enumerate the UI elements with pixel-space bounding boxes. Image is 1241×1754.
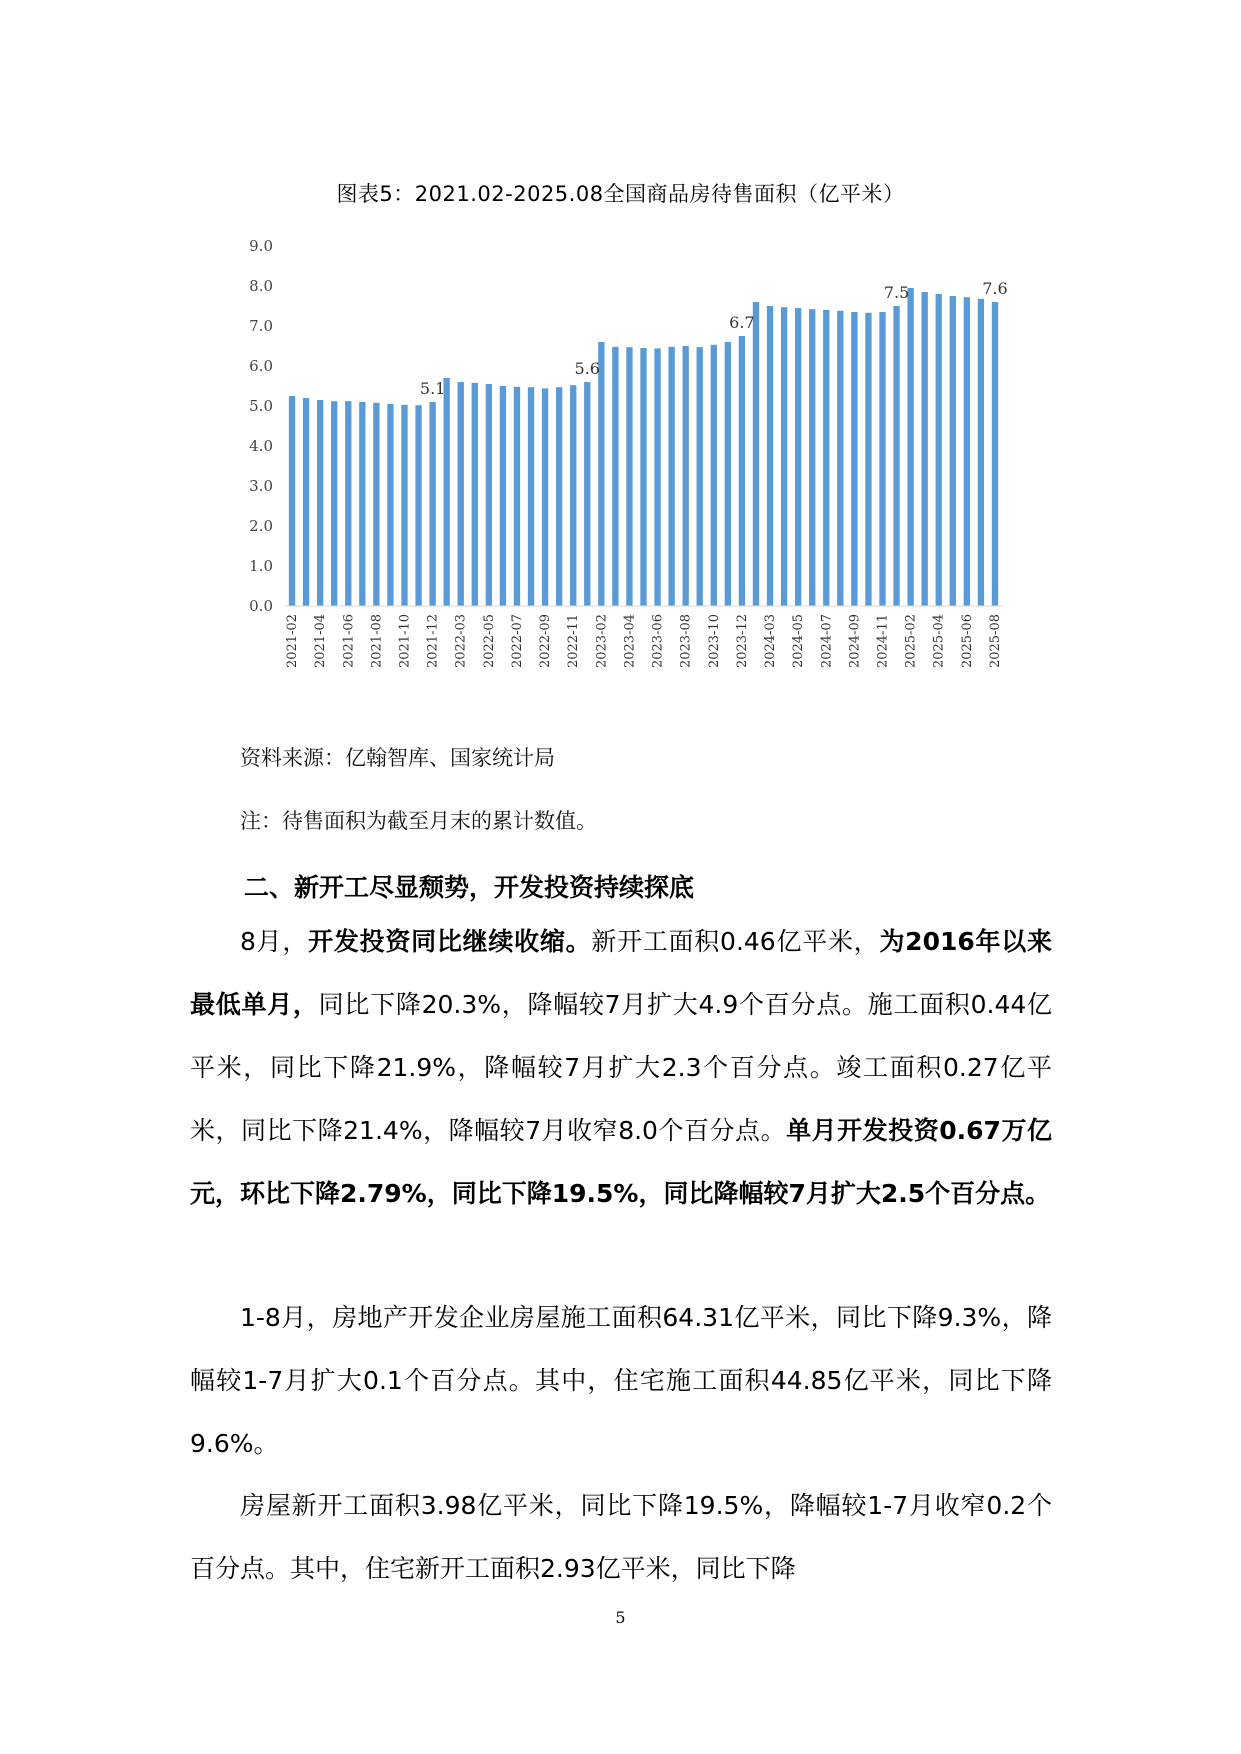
para1-bold-1: 开发投资同比继续收缩。 xyxy=(308,927,592,956)
para1-text-1: 8月， xyxy=(240,927,309,956)
paragraph-3 xyxy=(190,1474,1052,1600)
x-tick-label: 2023-06 xyxy=(650,614,666,669)
bar xyxy=(570,385,576,606)
x-tick-label: 2021-12 xyxy=(425,614,441,669)
bar xyxy=(640,348,646,606)
bar xyxy=(893,306,899,606)
bar xyxy=(851,312,857,606)
bar xyxy=(626,347,632,606)
data-label: 7.5 xyxy=(883,283,910,302)
x-tick-label: 2023-08 xyxy=(678,614,694,669)
bar xyxy=(879,312,885,606)
x-tick-label: 2023-12 xyxy=(734,614,750,669)
bar xyxy=(514,387,520,606)
bar xyxy=(359,402,365,606)
bar xyxy=(373,403,379,606)
para3-text: 房屋新开工面积3.98亿平米，同比下降19.5%，降幅较1-7月收窄0.2个百分点。其中，住宅新开工面积2.93亿平米，同比下降 xyxy=(190,1491,1052,1583)
data-label: 5.6 xyxy=(574,359,600,378)
bar xyxy=(950,296,956,606)
bar xyxy=(922,292,928,606)
bar xyxy=(472,383,478,606)
x-tick-label: 2025-04 xyxy=(931,614,947,669)
bar xyxy=(907,288,913,606)
bar xyxy=(992,302,998,606)
bar xyxy=(429,402,435,606)
bar xyxy=(584,382,590,606)
x-tick-label: 2021-04 xyxy=(313,614,329,669)
bar xyxy=(556,387,562,606)
y-tick-label: 3.0 xyxy=(249,477,273,495)
bar xyxy=(486,384,492,606)
figure-title: 图表5：2021.02-2025.08全国商品房待售面积（亿平米） xyxy=(336,182,905,206)
x-tick-label: 2023-04 xyxy=(622,614,638,669)
bar xyxy=(683,346,689,606)
x-tick-label: 2025-06 xyxy=(959,614,975,669)
x-tick-label: 2022-03 xyxy=(453,614,469,669)
page-number: 5 xyxy=(615,1608,626,1627)
x-tick-label: 2023-02 xyxy=(594,614,610,669)
bar xyxy=(809,309,815,606)
bar xyxy=(500,386,506,606)
bar xyxy=(528,387,534,606)
bar xyxy=(823,310,829,606)
x-tick-label: 2021-06 xyxy=(341,614,357,669)
bar xyxy=(795,308,801,606)
bar xyxy=(317,400,323,606)
bar xyxy=(753,302,759,606)
bar xyxy=(767,306,773,606)
para1-text-3: 同比下降20.3%，降幅较7月扩大4.9个百分点。施工面积0.44亿平米，同比下降21.9%，降幅较7月扩大2.3个百分点。竣工面积0.27亿平米，同比下降21.4%，降幅较7月收窄8.0个百分点。 xyxy=(190,990,1052,1145)
para1-bold-2: 为2016年以来最低单月， xyxy=(190,927,1052,1019)
bar xyxy=(598,342,604,606)
para2-text: 1-8月，房地产开发企业房屋施工面积64.31亿平米，同比下降9.3%，降幅较1-7月扩大0.1个百分点。其中，住宅施工面积44.85亿平米，同比下降9.6%。 xyxy=(190,1303,1052,1458)
bar xyxy=(387,404,393,606)
x-tick-label: 2024-07 xyxy=(819,614,835,669)
x-tick-label: 2022-11 xyxy=(566,614,582,669)
x-tick-label: 2025-08 xyxy=(987,614,1003,669)
y-tick-label: 2.0 xyxy=(249,517,273,535)
bar xyxy=(303,398,309,606)
x-tick-label: 2024-03 xyxy=(763,614,779,669)
source-note: 资料来源：亿翰智库、国家统计局 xyxy=(240,746,555,770)
y-tick-label: 1.0 xyxy=(249,557,273,575)
x-tick-label: 2024-05 xyxy=(791,614,807,669)
x-tick-label: 2024-09 xyxy=(847,614,863,669)
bar xyxy=(612,347,618,606)
x-tick-label: 2021-10 xyxy=(397,614,413,669)
y-tick-label: 7.0 xyxy=(249,317,273,335)
bar xyxy=(289,396,295,606)
bar xyxy=(936,294,942,606)
y-tick-label: 5.0 xyxy=(249,397,273,415)
para1-text-2: 新开工面积0.46亿平米， xyxy=(591,927,880,956)
bar xyxy=(331,401,337,606)
x-tick-label: 2022-09 xyxy=(538,614,554,669)
bar xyxy=(401,405,407,606)
bar xyxy=(865,313,871,606)
y-tick-label: 8.0 xyxy=(249,277,273,295)
data-label: 6.7 xyxy=(729,313,755,332)
bar xyxy=(415,405,421,606)
remark-note: 注：待售面积为截至月末的累计数值。 xyxy=(240,809,597,833)
section-heading: 二、新开工尽显颓势，开发投资持续探底 xyxy=(244,873,695,902)
y-tick-label: 4.0 xyxy=(249,437,273,455)
x-tick-label: 2021-08 xyxy=(369,614,385,669)
x-tick-label: 2024-11 xyxy=(875,614,891,669)
x-tick-label: 2022-07 xyxy=(509,614,525,669)
bar xyxy=(739,336,745,606)
bar xyxy=(444,378,450,606)
data-label: 5.1 xyxy=(419,379,446,398)
x-tick-label: 2023-10 xyxy=(706,614,722,669)
y-tick-label: 6.0 xyxy=(249,357,273,375)
bar xyxy=(711,345,717,606)
bar xyxy=(725,342,731,606)
bar xyxy=(668,347,674,606)
bar xyxy=(458,382,464,606)
bar xyxy=(345,401,351,606)
bar xyxy=(781,307,787,606)
data-label: 7.6 xyxy=(982,279,1008,298)
bar xyxy=(654,348,660,606)
unsold-area-bar-chart xyxy=(230,232,1010,692)
bar xyxy=(837,311,843,606)
paragraph-2 xyxy=(190,1286,1052,1475)
y-tick-label: 0.0 xyxy=(249,597,273,615)
bar xyxy=(978,299,984,606)
para1-bold-3: 单月开发投资0.67万亿元，环比下降2.79%，同比下降19.5%，同比降幅较7月扩大2.5个百分点。 xyxy=(190,1116,1052,1208)
x-tick-label: 2021-02 xyxy=(285,614,301,669)
bar xyxy=(542,388,548,606)
y-tick-label: 9.0 xyxy=(249,237,273,255)
paragraph-1 xyxy=(190,910,1052,1225)
bar xyxy=(697,347,703,606)
x-tick-label: 2025-02 xyxy=(903,614,919,669)
bar xyxy=(964,297,970,606)
x-tick-label: 2022-05 xyxy=(481,614,497,669)
